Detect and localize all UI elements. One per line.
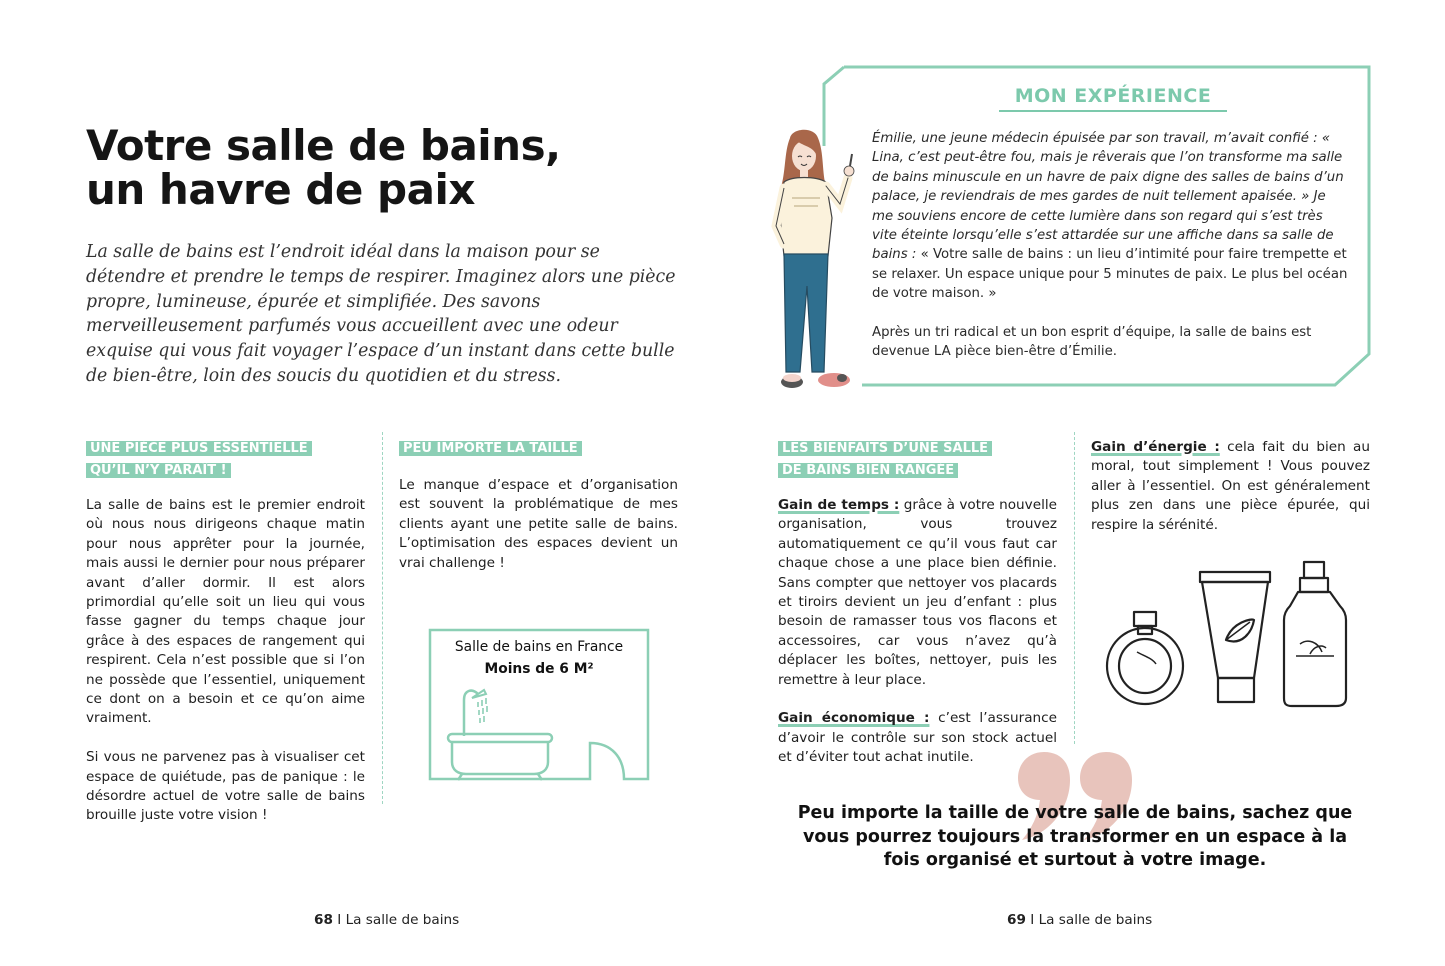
benefits-heading: [778, 437, 1068, 480]
energy-gain-paragraph: [1091, 438, 1370, 535]
benefits-heading-line-1: LES BIENFAITS D’UNE SALLE: [778, 441, 992, 456]
essential-room-para-2: Si vous ne parvenez pas à visualiser cet espace de quiétude, pas de panique : le désordre actuel de votre salle de bains brouille juste votre vision !: [86, 749, 365, 824]
experience-conclusion: Après un tri radical et un bon esprit d’équipe, la salle de bains est devenue LA pièce bien-être d’Émilie.: [872, 325, 1312, 360]
column-divider: [382, 432, 383, 804]
size-heading-label: PEU IMPORTE LA TAILLE: [399, 441, 582, 456]
column-divider-right: [1074, 432, 1075, 744]
title-line-2: un havre de paix: [86, 165, 475, 214]
page-number-right: 69: [1007, 912, 1026, 928]
footer-label-right: I La salle de bains: [1030, 912, 1153, 928]
woman-illustration-icon: [762, 126, 862, 406]
energy-gain-text: cela fait du bien au moral, tout simplement ! Vous pouvez aller à l’essentiel. On est généralement plus zen dans une pièce épurée, qui respire la sérénité.: [1091, 439, 1370, 533]
benefits-heading-line-2: DE BAINS BIEN RANGÉE: [778, 463, 958, 478]
economic-gain-text: c’est l’assurance d’avoir le contrôle sur son stock actuel et d’éviter tout achat inutile.: [778, 710, 1058, 766]
time-gain-paragraph: [778, 496, 1057, 690]
title-line-1: Votre salle de bains,: [86, 121, 561, 170]
bathroom-stat-label: Salle de bains en France: [454, 639, 624, 655]
heading-line-2: QU’IL N’Y PARAÎT !: [86, 463, 231, 478]
time-gain-text: grâce à votre nouvelle organisation, vous trouvez automatiquement ce qu’il vous faut car chaque chose a une place bien définie. Sans compter que nettoyer vos placards et tiroirs devient un jeu d’enfant : plus besoin de ramasser tous vos flacons et accessoires, car vous n’avez qu’à déplacer les boîtes, nettoyer, puis les remettre à leur place.: [778, 497, 1057, 688]
size-heading: [399, 437, 679, 459]
footer-label-left: I La salle de bains: [337, 912, 460, 928]
benefits-text: [778, 496, 1057, 768]
intro-paragraph: La salle de bains est l’endroit idéal dans la maison pour se détendre et prendre le temps de respirer. Imaginez alors une pièce propre, lumineuse, épurée et simplifiée. Des savons merveilleusement parfumés vous accueillent avec une odeur exquise qui vous fait voyager l’espace d’un instant dans cette bulle de bien-être, loin des soucis du quotidien et du stress.: [86, 242, 676, 386]
page-footer-right: [1007, 912, 1152, 928]
experience-text: [872, 129, 1350, 381]
essential-room-para-1: La salle de bains est le premier endroit où nous nous dirigeons chaque matin pour nous apprêter pour la journée, mais aussi le dernier pour nous préparer avant d’aller dormir. Il est alors primordial qu’elle soit un lieu qui vous fasse gagner du temps chaque jour grâce à des espaces de rangement qui respirent. Cela n’est possible que si l’on ne possède que l’essentiel, uniquement ce dont on a besoin et ce qu’on aime vraiment.: [86, 497, 365, 727]
bathroom-stat: [430, 637, 648, 680]
energy-gain-label: Gain d’énergie :: [1091, 439, 1220, 455]
page-title: [86, 121, 686, 214]
time-gain-label: Gain de temps :: [778, 497, 900, 513]
heading-line-1: UNE PIÈCE PLUS ESSENTIELLE: [86, 441, 312, 456]
pull-quote: Peu importe la taille de votre salle de bains, sachez que vous pourrez toujours la transformer en un espace à la fois organisé et surtout à votre image.: [797, 803, 1353, 870]
page-footer-left: [314, 912, 459, 928]
experience-story: Émilie, une jeune médecin épuisée par son travail, m’avait confié : « Lina, c’est peut-être fou, mais je rêverais que l’on transforme ma salle de bains minuscule en un havre de paix digne des salles de bains d’un palace, je reviendrais de mes gardes de nuit tellement apaisée. » Je me souviens encore de cette lumière dans son regard qui s’est très vite éteinte lorsqu’elle s’est attardée sur une affiche dans sa salle de bains :: [872, 131, 1344, 263]
experience-poster-quote: « Votre salle de bains : un lieu d’intimité pour faire trempette et se relaxer. Un espace unique pour 5 minutes de paix. Le plus bel océan de votre maison. »: [872, 247, 1348, 302]
page-number-left: 68: [314, 912, 333, 928]
bathroom-stat-value: Moins de 6 M²: [484, 660, 594, 677]
essential-room-text: [86, 496, 365, 826]
economic-gain-label: Gain économique :: [778, 710, 930, 727]
essential-room-heading: [86, 437, 376, 480]
size-text: Le manque d’espace et d’organisation est souvent la problématique de mes clients ayant une petite salle de bains. L’optimisation des espaces devient un vrai challenge !: [399, 477, 678, 571]
toiletries-icon: [1104, 560, 1354, 710]
experience-title: MON EXPÉRIENCE: [999, 85, 1227, 112]
